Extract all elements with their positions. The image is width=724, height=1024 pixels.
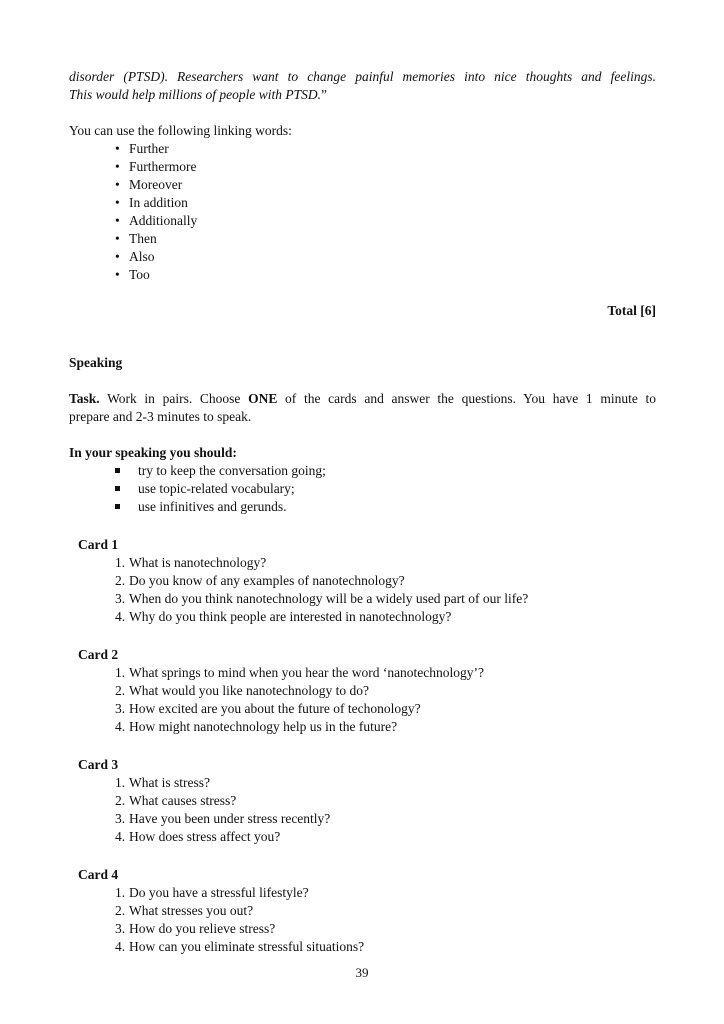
- intro-line-1: disorder (PTSD). Researchers want to change painful memories into nice thoughts and feelings.: [69, 69, 656, 84]
- closing-quote: ”: [321, 87, 328, 102]
- task-one: ONE: [248, 391, 278, 406]
- list-item: try to keep the conversation going;: [69, 462, 656, 480]
- task-text-b: of the cards and answer the questions. You have 1 minute to: [277, 391, 656, 406]
- list-item: 1. What springs to mind when you hear the word ‘nanotechnology’?: [115, 665, 485, 680]
- list-item: • Furthermore: [69, 158, 656, 176]
- list-item: 1. What is stress?: [115, 775, 210, 790]
- list-item: • Further: [69, 140, 656, 158]
- list-item: 4. How might nanotechnology help us in the future?: [115, 719, 398, 734]
- list-item: 2. What would you like nanotechnology to do?: [115, 683, 369, 698]
- list-item: • In addition: [69, 194, 656, 212]
- list-item: • Then: [69, 230, 656, 248]
- list-item: use infinitives and gerunds.: [69, 498, 656, 516]
- list-item: • Moreover: [69, 176, 656, 194]
- task-label: Task.: [69, 391, 100, 406]
- speaking-heading: Speaking: [69, 355, 123, 370]
- task-text-a: Work in pairs. Choose: [99, 391, 249, 406]
- list-item: 2. Do you know of any examples of nanotechnology?: [115, 573, 405, 588]
- should-list: [69, 462, 656, 516]
- card-4-title: Card 4: [78, 867, 119, 882]
- list-item: 3. Have you been under stress recently?: [115, 811, 331, 826]
- list-item: • Additionally: [69, 212, 656, 230]
- card-1-questions: [69, 554, 656, 626]
- intro-line-2-text: This would help millions of people with PTSD.: [69, 87, 322, 102]
- card-4-questions: [69, 884, 656, 956]
- card-1-title: Card 1: [78, 537, 119, 552]
- total-score: Total [6]: [607, 303, 656, 318]
- should-heading: In your speaking you should:: [69, 445, 237, 460]
- list-item: 3. How do you relieve stress?: [115, 921, 276, 936]
- list-item: 4. How can you eliminate stressful situations?: [115, 939, 365, 954]
- list-item: • Also: [69, 248, 656, 266]
- list-item: 3. When do you think nanotechnology will be a widely used part of our life?: [115, 591, 529, 606]
- task-line-2: prepare and 2-3 minutes to speak.: [69, 409, 252, 424]
- card-2-questions: [69, 664, 656, 736]
- list-item: 4. How does stress affect you?: [115, 829, 281, 844]
- page-number: 39: [355, 965, 369, 980]
- card-2-title: Card 2: [78, 647, 119, 662]
- card-3-questions: [69, 774, 656, 846]
- list-item: 1. Do you have a stressful lifestyle?: [115, 885, 309, 900]
- task-line-1: [69, 390, 656, 408]
- card-3-title: Card 3: [78, 757, 119, 772]
- linking-words-lead: You can use the following linking words:: [69, 123, 292, 138]
- list-item: 4. Why do you think people are interested in nanotechnology?: [115, 609, 452, 624]
- list-item: 2. What stresses you out?: [115, 903, 254, 918]
- list-item: 1. What is nanotechnology?: [115, 555, 267, 570]
- list-item: 2. What causes stress?: [115, 793, 237, 808]
- intro-line-2: [69, 86, 656, 104]
- linking-words-list: [69, 140, 656, 284]
- list-item: use topic-related vocabulary;: [69, 480, 656, 498]
- list-item: 3. How excited are you about the future of techonology?: [115, 701, 421, 716]
- list-item: • Too: [69, 266, 656, 284]
- page-content: [69, 68, 656, 956]
